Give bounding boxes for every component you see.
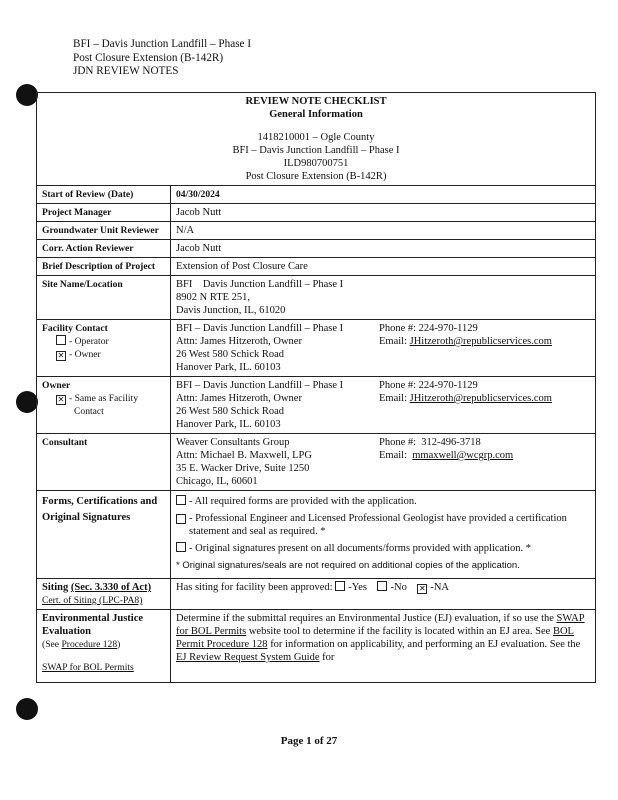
document-header (73, 38, 251, 79)
start-date-value: 04/30/2024 (171, 186, 596, 204)
owner-line-1: BFI – Davis Junction Landfill – Phase I (176, 380, 344, 391)
siting-question-cell (171, 579, 596, 610)
owner-email-label: Email: (379, 393, 410, 404)
facility-contact-line-1: BFI – Davis Junction Landfill – Phase I (176, 323, 344, 334)
pe-lpg-checkbox[interactable] (176, 514, 186, 524)
ild-number: ILD980700751 (283, 158, 349, 169)
ej-label-cell (37, 610, 171, 683)
row-owner (37, 377, 596, 434)
ej-text-a: Determine if the submittal requires an Environmental Justice (EJ) evaluation, if so use the (176, 613, 557, 624)
brief-description-label: Brief Description of Project (37, 258, 171, 276)
forms-label-2: Original Signatures (42, 512, 131, 523)
facility-name-line: BFI – Davis Junction Landfill – Phase I (232, 145, 400, 156)
siting-yes-checkbox[interactable] (335, 581, 345, 591)
ej-text-b: website tool to determine if the facility is located within an EJ area. See (246, 626, 553, 637)
cert-of-siting-link[interactable]: Cert. of Siting (LPC-PA8) (42, 595, 143, 606)
ej-label-2: Evaluation (42, 626, 92, 637)
row-forms-certifications (37, 491, 596, 579)
same-as-facility-label-2: Contact (74, 406, 104, 417)
siting-question: Has siting for facility been approved: (176, 582, 336, 593)
row-start-date (37, 186, 596, 204)
ej-text-d: for (319, 652, 335, 663)
ej-swap-link[interactable]: SWAP for BOL Permits (42, 662, 134, 673)
groundwater-reviewer-value: N/A (171, 222, 596, 240)
facility-contact-email-label: Email: (379, 336, 410, 347)
punch-hole-top (16, 84, 38, 106)
operator-checkbox[interactable] (56, 335, 66, 345)
operator-option-label: - Operator (69, 336, 109, 347)
punch-hole-bottom (16, 698, 38, 720)
row-corr-action-reviewer (37, 240, 596, 258)
same-as-facility-checkbox-checked[interactable]: ✕ (57, 395, 65, 404)
siting-no-checkbox[interactable] (377, 581, 387, 591)
start-date-label: Start of Review (Date) (37, 186, 171, 204)
pe-lpg-text: - Professional Engineer and Licensed Professional Geologist have provided a certification statement and seal as required. * (189, 513, 567, 537)
owner-label: Owner (42, 380, 71, 391)
siting-act-link[interactable]: (Sec. 3.330 of Act) (70, 582, 152, 593)
required-forms-checkbox[interactable] (176, 495, 186, 505)
owner-line-3: 26 West 580 Schick Road (176, 406, 285, 417)
siting-label: Siting (42, 582, 71, 593)
row-environmental-justice (37, 610, 596, 683)
row-brief-description (37, 258, 596, 276)
ej-see: (See (42, 639, 62, 650)
ej-text-guide-link[interactable]: EJ Review Request System Guide (176, 652, 320, 663)
consultant-line-3: 35 E. Wacker Drive, Suite 1250 (176, 463, 310, 474)
owner-email-link[interactable]: JHitzeroth@republicservices.com (409, 393, 552, 404)
forms-label-1: Forms, Certifications and (42, 496, 158, 507)
facility-contact-line-2: Attn: James Hitzeroth, Owner (176, 336, 302, 347)
owner-details (171, 377, 596, 434)
consultant-line-1: Weaver Consultants Group (176, 437, 290, 448)
header-line-3: JDN REVIEW NOTES (73, 65, 179, 77)
consultant-email-link[interactable]: mmaxwell@wcgrp.com (412, 450, 514, 461)
checklist-subtitle: General Information (269, 109, 363, 120)
project-manager-label: Project Manager (37, 204, 171, 222)
consultant-email-label: Email: (379, 450, 413, 461)
punch-hole-middle (16, 391, 38, 413)
ej-text-swap-link[interactable]: SWAP for BOL Permits (176, 613, 585, 637)
owner-line-4: Hanover Park, IL. 60103 (176, 419, 281, 430)
original-signatures-text: - Original signatures present on all documents/forms provided with application. * (189, 543, 532, 554)
corr-action-reviewer-label: Corr. Action Reviewer (37, 240, 171, 258)
siting-label-cell (37, 579, 171, 610)
ej-text-c: for information on applicability, and performing an EJ evaluation. See the (267, 639, 581, 650)
owner-cell (37, 377, 171, 434)
header-line-1: BFI – Davis Junction Landfill – Phase I (73, 38, 252, 50)
row-groundwater-reviewer (37, 222, 596, 240)
review-checklist-table (36, 92, 596, 683)
same-as-facility-label: - Same as Facility (69, 393, 139, 404)
ej-text-cell (171, 610, 596, 683)
signatures-note: * Original signatures/seals are not required on additional copies of the application. (176, 560, 520, 571)
ej-procedure-link[interactable]: Procedure 128 (61, 639, 118, 650)
site-id-line: 1418210001 – Ogle County (257, 132, 375, 143)
consultant-label: Consultant (37, 434, 171, 491)
page-footer: Page 1 of 27 (280, 735, 338, 747)
required-forms-text: - All required forms are provided with the application. (189, 496, 417, 507)
forms-items (171, 491, 596, 579)
consultant-line-4: Chicago, IL, 60601 (176, 476, 258, 487)
header-line-2: Post Closure Extension (B-142R) (73, 51, 224, 64)
owner-line-2: Attn: James Hitzeroth, Owner (176, 393, 302, 404)
row-consultant (37, 434, 596, 491)
site-line-3: Davis Junction, IL, 61020 (176, 305, 286, 316)
owner-checkbox-checked[interactable]: ✕ (57, 351, 65, 360)
row-site-location (37, 276, 596, 320)
siting-na-label: -NA (430, 582, 449, 593)
ej-text-procedure-link[interactable]: BOL Permit Procedure 128 (176, 626, 574, 650)
brief-description-value: Extension of Post Closure Care (171, 258, 596, 276)
facility-contact-details (171, 320, 596, 377)
ej-see-end: ) (117, 639, 121, 650)
facility-contact-cell (37, 320, 171, 377)
siting-na-checkbox-checked[interactable]: ✕ (418, 584, 426, 593)
siting-no-label: -No (390, 582, 407, 593)
facility-contact-email-link[interactable]: JHitzeroth@republicservices.com (409, 336, 552, 347)
title-block (37, 93, 596, 186)
forms-label-cell (37, 491, 171, 579)
row-facility-contact (37, 320, 596, 377)
row-project-manager (37, 204, 596, 222)
facility-contact-label: Facility Contact (42, 323, 108, 334)
owner-option-label: - Owner (69, 349, 101, 360)
permit-line: Post Closure Extension (B-142R) (245, 171, 387, 182)
site-line-1: BFI Davis Junction Landfill – Phase I (176, 279, 344, 290)
facility-contact-line-3: 26 West 580 Schick Road (176, 349, 285, 360)
site-line-2: 8902 N RTE 251, (176, 292, 251, 303)
ej-label-1: Environmental Justice (42, 613, 144, 624)
site-location-value (171, 276, 596, 320)
consultant-details (171, 434, 596, 491)
site-location-label: Site Name/Location (37, 276, 171, 320)
project-manager-value: Jacob Nutt (171, 204, 596, 222)
groundwater-reviewer-label: Groundwater Unit Reviewer (37, 222, 171, 240)
facility-contact-phone: Phone #: 224-970-1129 (379, 323, 478, 334)
original-signatures-checkbox[interactable] (176, 542, 186, 552)
title-row (37, 93, 596, 186)
facility-contact-line-4: Hanover Park, IL. 60103 (176, 362, 281, 373)
corr-action-reviewer-value: Jacob Nutt (171, 240, 596, 258)
row-siting (37, 579, 596, 610)
siting-yes-label: -Yes (348, 582, 367, 593)
owner-phone: Phone #: 224-970-1129 (379, 380, 478, 391)
checklist-title: REVIEW NOTE CHECKLIST (245, 96, 387, 107)
consultant-line-2: Attn: Michael B. Maxwell, LPG (176, 450, 312, 461)
consultant-phone: Phone #: 312-496-3718 (379, 437, 481, 448)
